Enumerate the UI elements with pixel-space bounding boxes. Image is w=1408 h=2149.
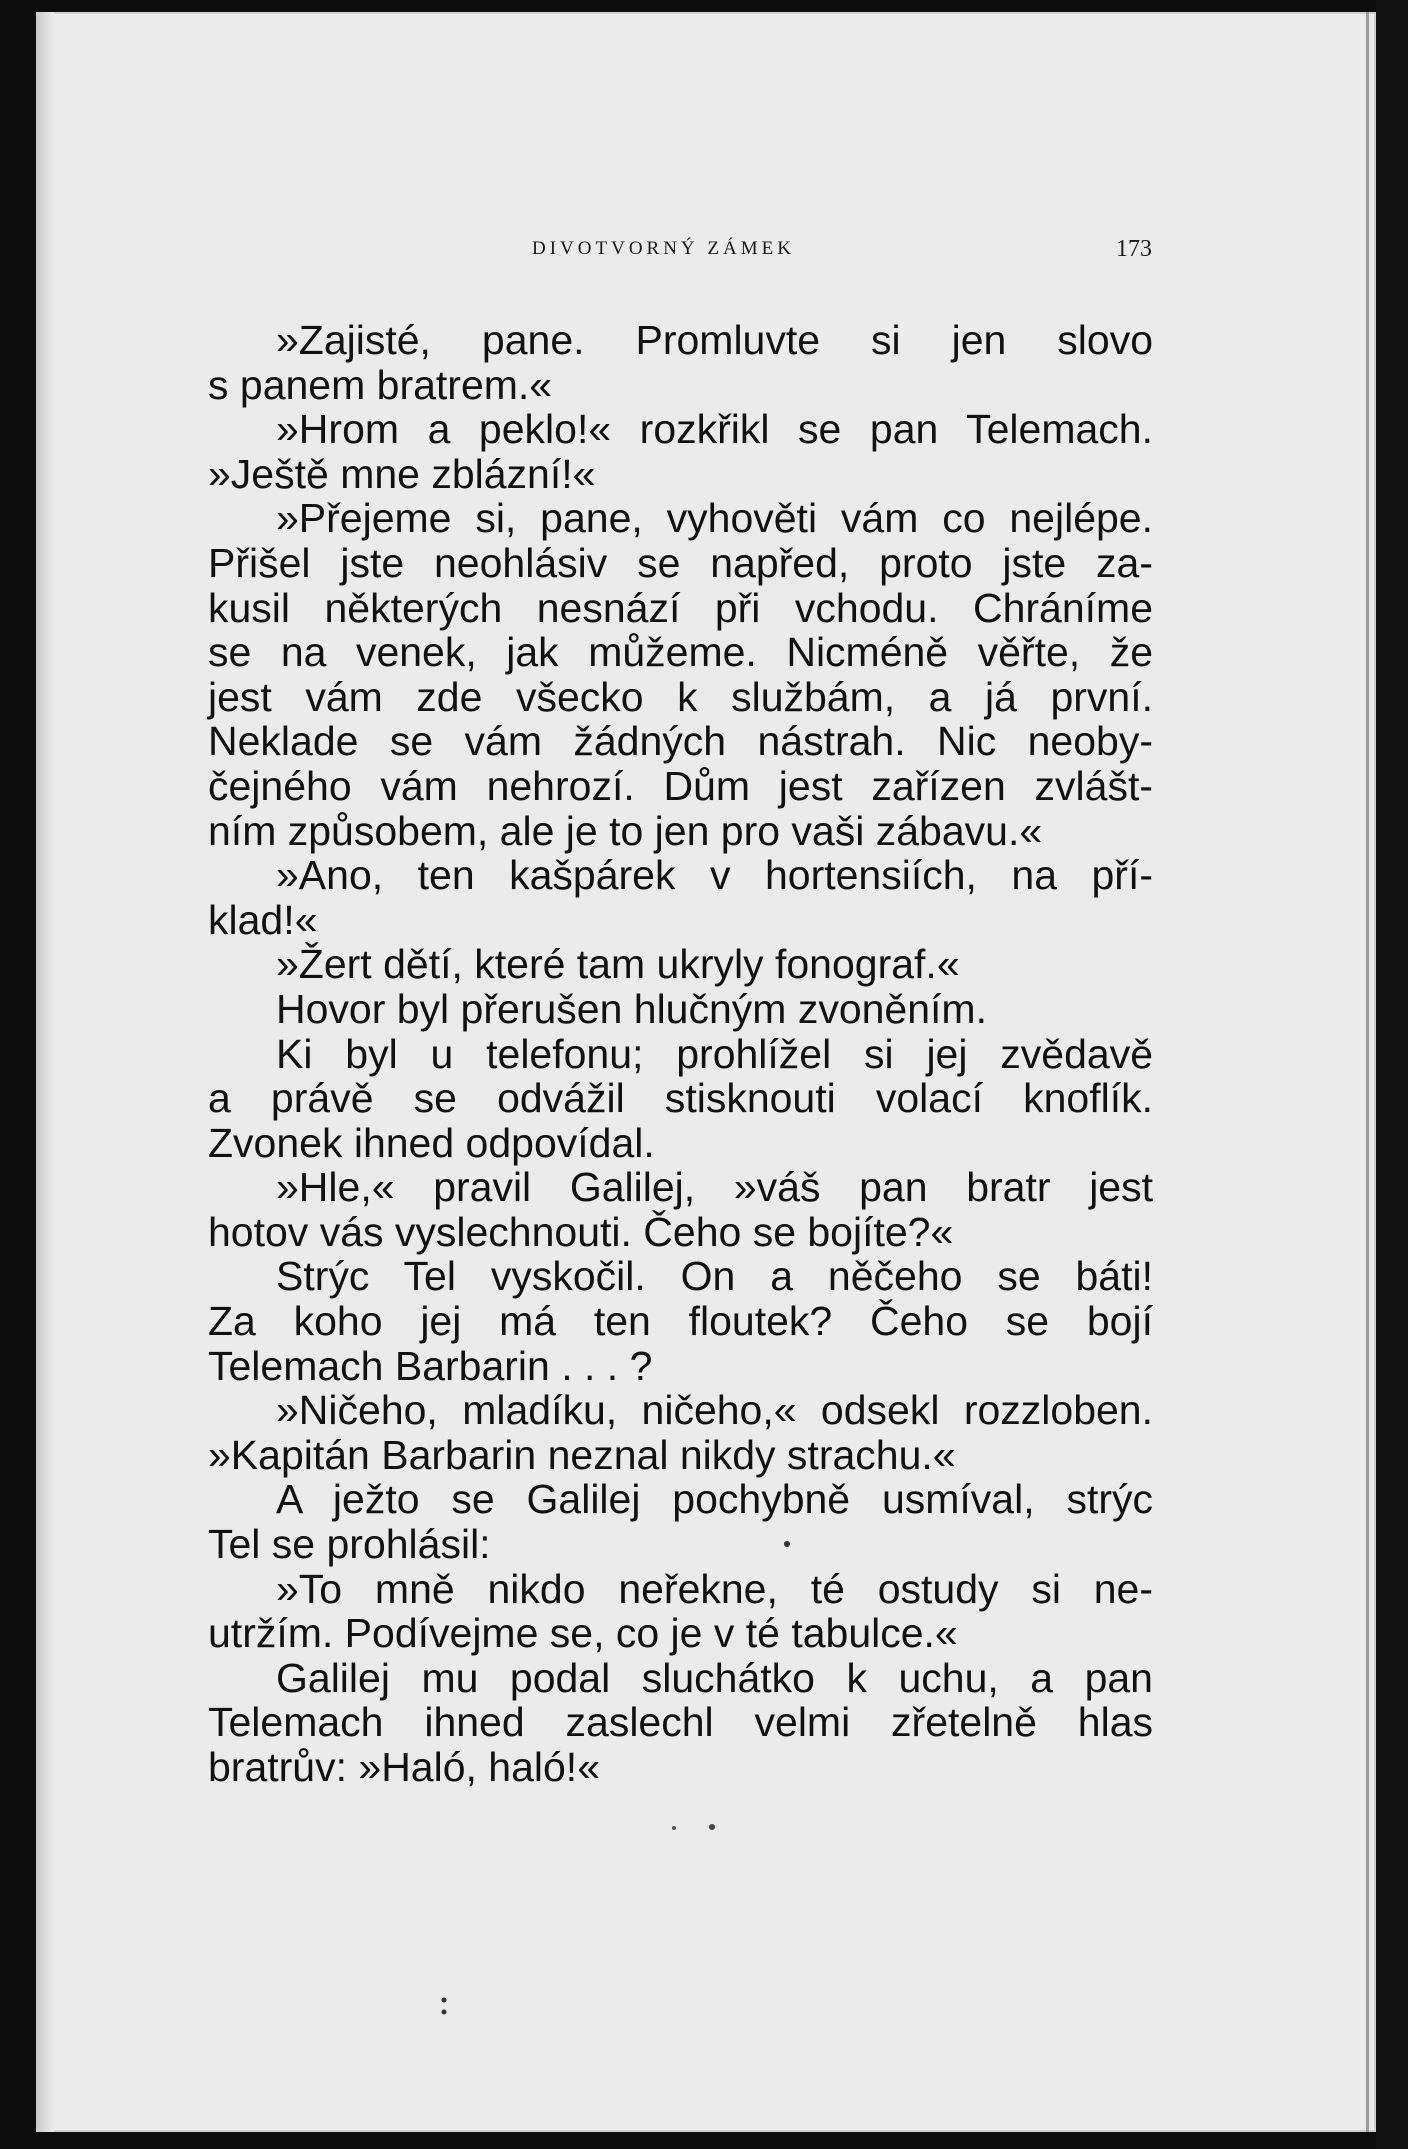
text-line: »Ničeho, mladíku, ničeho,« odsekl rozzloben. <box>276 1387 1153 1434</box>
text-line: s panem bratrem.« <box>208 361 553 408</box>
text-line: utržím. Podívejme se, co je v té tabulce.« <box>208 1610 958 1657</box>
text-line: »Přejeme si, pane, vyhověti vám co nejlépe. <box>276 495 1153 542</box>
text-line: Strýc Tel vyskočil. On a něčeho se báti! <box>276 1253 1153 1300</box>
text-line: Galilej mu podal sluchátko k uchu, a pan <box>276 1654 1153 1701</box>
text-line: jest vám zde všecko k službám, a já první. <box>208 673 1153 720</box>
text-line: bratrův: »Haló, haló!« <box>208 1744 601 1790</box>
text-line: Neklade se vám žádných nástrah. Nic neoby- <box>208 718 1153 765</box>
text-line: A ježto se Galilej pochybně usmíval, strýc <box>276 1476 1153 1523</box>
text-line: Telemach Barbarin . . . ? <box>208 1342 653 1389</box>
text-line: Ki byl u telefonu; prohlížel si jej zvědavě <box>276 1030 1153 1077</box>
text-line: »Ano, ten kašpárek v hortensiích, na pří- <box>276 852 1153 899</box>
text-line: klad!« <box>208 896 318 943</box>
text-line: »Kapitán Barbarin neznal nikdy strachu.« <box>208 1431 956 1478</box>
page-number: 173 <box>1116 236 1152 262</box>
text-line: a právě se odvážil stisknouti volací knoflík. <box>208 1075 1153 1122</box>
text-line: »Zajisté, pane. Promluvte si jen slovo <box>276 317 1153 363</box>
text-line: hotov vás vyslechnouti. Čeho se bojíte?« <box>208 1208 954 1255</box>
body-text <box>208 318 1153 1790</box>
running-header <box>210 238 1152 268</box>
text-line: Hovor byl přerušen hlučným zvoněním. <box>276 985 987 1032</box>
running-title: DIVOTVORNÝ ZÁMEK <box>532 238 795 259</box>
text-line: »Hle,« pravil Galilej, »váš pan bratr jest <box>276 1164 1153 1211</box>
text-line: ním způsobem, ale je to jen pro vaši zábavu.« <box>208 807 1043 854</box>
text-line: »Žert dětí, které tam ukryly fonograf.« <box>276 941 960 988</box>
speck <box>709 1824 715 1830</box>
text-line: »Ještě mne zblázní!« <box>208 450 596 497</box>
text-line: čejného vám nehrozí. Dům jest zařízen zvlášt- <box>208 762 1153 809</box>
text-line: se na venek, jak můžeme. Nicméně věřte, že <box>208 629 1153 676</box>
speck <box>442 1998 447 2003</box>
text-line: Tel se prohlásil: <box>208 1521 491 1568</box>
speck <box>442 2010 447 2015</box>
text-line: Za koho jej má ten floutek? Čeho se bojí <box>208 1298 1153 1345</box>
text-line: »Hrom a peklo!« rozkřikl se pan Telemach. <box>276 406 1153 453</box>
text-line: kusil některých nesnází při vchodu. Chráníme <box>208 584 1153 631</box>
speck <box>672 1826 676 1830</box>
text-line: Přišel jste neohlásiv se napřed, proto jste za- <box>208 539 1153 586</box>
text-line: »To mně nikdo neřekne, té ostudy si ne- <box>276 1565 1153 1612</box>
text-line: Zvonek ihned odpovídal. <box>208 1119 655 1166</box>
text-line: Telemach ihned zaslechl velmi zřetelně hlas <box>208 1699 1153 1746</box>
